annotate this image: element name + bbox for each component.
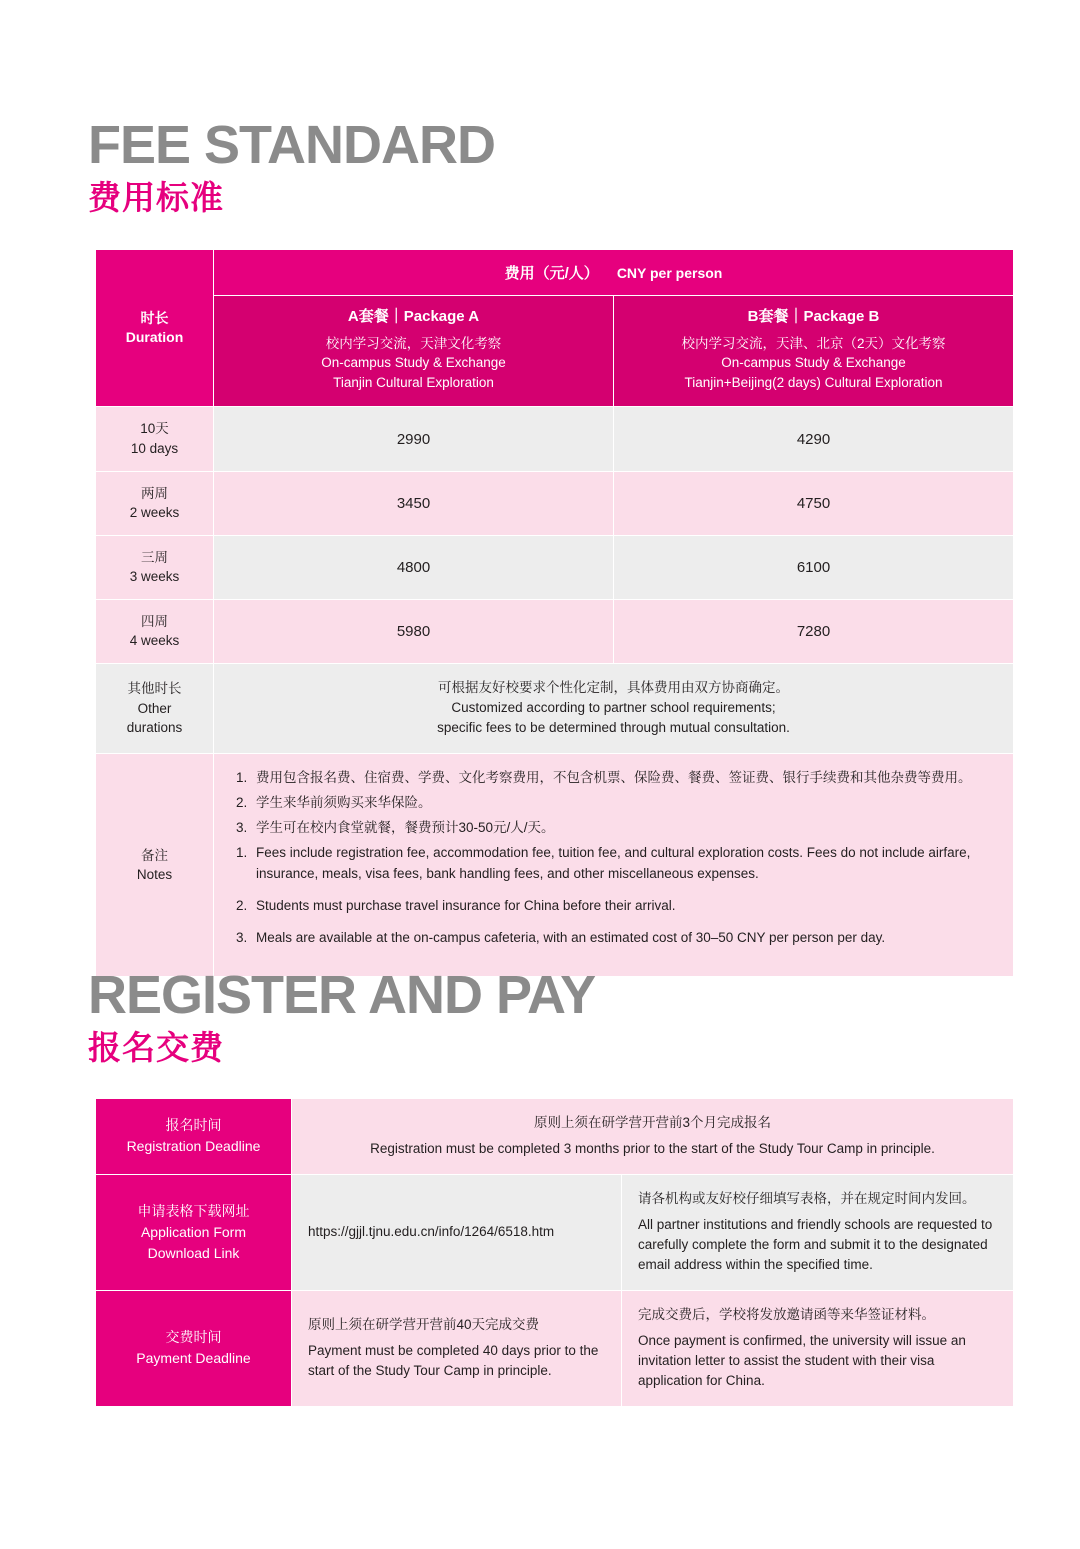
table-row xyxy=(96,1099,1014,1175)
payment-deadline-label xyxy=(96,1290,292,1406)
notes-list-en xyxy=(236,843,997,948)
table-row xyxy=(96,471,1014,535)
price-a-4weeks: 5980 xyxy=(214,599,614,663)
application-form-note-cell xyxy=(622,1174,1014,1290)
package-a-line-en2: Tianjin Cultural Exploration xyxy=(333,374,494,390)
duration-en: 2 weeks xyxy=(129,505,180,521)
duration-cn: 四周 xyxy=(141,613,168,629)
duration-cn: 10天 xyxy=(140,421,169,437)
package-a-line-en1: On-campus Study & Exchange xyxy=(321,355,506,371)
application-form-label-cn: 申请表格下载网址 xyxy=(137,1202,250,1219)
duration-label-cn: 时长 xyxy=(140,310,169,327)
table-row xyxy=(96,1290,1014,1406)
note-number: 1. xyxy=(236,845,248,861)
other-duration-cn: 其他时长 xyxy=(127,680,182,696)
registration-deadline-label xyxy=(96,1099,292,1175)
list-item xyxy=(236,843,997,884)
other-duration-en2: durations xyxy=(126,720,183,736)
price-a-3weeks: 4800 xyxy=(214,535,614,599)
note-text-cn: 学生可在校内食堂就餐，餐费预计30-50元/人/天。 xyxy=(256,820,555,836)
package-b-line-cn: 校内学习交流，天津、北京（2天）文化考察 xyxy=(681,335,946,351)
price-b-4weeks: 7280 xyxy=(614,599,1014,663)
duration-header-cell xyxy=(96,250,214,407)
payment-deadline-content xyxy=(292,1290,622,1406)
price-a-10days: 2990 xyxy=(214,407,614,471)
registration-deadline-en: Registration must be completed 3 months prior to the start of the Study Tour Camp in principle. xyxy=(370,1141,935,1157)
package-a-line-cn: 校内学习交流，天津文化考察 xyxy=(325,335,502,351)
note-text-en: Meals are available at the on-campus cafeteria, with an estimated cost of 30–50 CNY per person per day. xyxy=(256,930,886,946)
registration-deadline-label-cn: 报名时间 xyxy=(165,1117,222,1134)
duration-cn: 三周 xyxy=(141,549,168,565)
fee-header-cell xyxy=(214,250,1014,296)
table-row xyxy=(96,1174,1014,1290)
note-text-en: Fees include registration fee, accommodation fee, tuition fee, and cultural exploration costs. Fees do not include airfare, insurance, meals, visa fees, bank handling fees, and other miscellaneous expenses. xyxy=(256,845,971,881)
table-row xyxy=(96,599,1014,663)
table-row xyxy=(96,407,1014,471)
application-form-label-en1: Application Form xyxy=(140,1223,247,1240)
list-item xyxy=(236,928,997,948)
payment-deadline-label-en: Payment Deadline xyxy=(136,1350,251,1366)
duration-cn: 两周 xyxy=(141,485,168,501)
duration-en: 4 weeks xyxy=(129,633,180,649)
note-number: 2. xyxy=(236,897,248,913)
payment-note-cell xyxy=(622,1290,1014,1406)
price-b-2weeks: 4750 xyxy=(614,471,1014,535)
duration-cell-other xyxy=(96,663,214,753)
duration-cell-4weeks xyxy=(96,599,214,663)
notes-list-cn xyxy=(236,768,997,839)
fee-standard-title-cn: 费用标准 xyxy=(88,179,224,216)
table-row xyxy=(96,753,1014,977)
note-text-en: Students must purchase travel insurance for China before their arrival. xyxy=(256,897,676,913)
register-and-pay-table xyxy=(95,1098,1014,1407)
custom-pricing-en2: specific fees to be determined through mutual consultation. xyxy=(437,720,790,736)
notes-content-cell xyxy=(214,753,1014,977)
custom-pricing-cn: 可根据友好校要求个性化定制，具体费用由双方协商确定。 xyxy=(438,679,789,695)
payment-note-en: Once payment is confirmed, the university will issue an invitation letter to assist the student with their visa application for China. xyxy=(638,1332,966,1389)
registration-deadline-content xyxy=(292,1099,1014,1175)
application-form-link[interactable]: https://gjjl.tjnu.edu.cn/info/1264/6518.htm xyxy=(308,1223,555,1239)
notes-label-en: Notes xyxy=(136,867,173,883)
note-number: 1. xyxy=(236,769,248,785)
table-row xyxy=(96,663,1014,753)
duration-label-en: Duration xyxy=(125,329,184,346)
duration-cell-10days xyxy=(96,407,214,471)
fee-standard-heading xyxy=(88,115,496,218)
application-form-url-cell xyxy=(292,1174,622,1290)
note-number: 2. xyxy=(236,794,248,810)
application-form-label-en2: Download Link xyxy=(147,1244,240,1261)
payment-deadline-en: Payment must be completed 40 days prior to the start of the Study Tour Camp in principle. xyxy=(308,1342,599,1379)
duration-cell-2weeks xyxy=(96,471,214,535)
duration-en: 10 days xyxy=(130,441,179,456)
application-form-note-cn: 请各机构或友好校仔细填写表格，并在规定时间内发回。 xyxy=(638,1190,976,1206)
table-row xyxy=(96,250,1014,296)
list-item xyxy=(236,768,997,788)
package-a-header xyxy=(214,296,614,407)
other-duration-en1: Other xyxy=(137,700,172,716)
note-number: 3. xyxy=(236,820,248,836)
custom-pricing-en1: Customized according to partner school requirements; xyxy=(451,700,776,716)
table-row xyxy=(96,535,1014,599)
note-number: 3. xyxy=(236,930,248,946)
registration-deadline-cn: 原则上须在研学营开营前3个月完成报名 xyxy=(533,1115,771,1130)
note-text-cn: 费用包含报名费、住宿费、学费、文化考察费用，不包含机票、保险费、餐费、签证费、银行手续费和其他杂费等费用。 xyxy=(256,769,972,785)
list-item xyxy=(236,818,997,838)
package-b-title: B套餐｜Package B xyxy=(747,308,880,325)
application-form-label xyxy=(96,1174,292,1290)
fee-header-cn: 费用（元/人） xyxy=(504,265,599,282)
list-item xyxy=(236,793,997,813)
fee-standard-table xyxy=(95,249,1014,977)
duration-en: 3 weeks xyxy=(129,569,180,585)
payment-note-cn: 完成交费后，学校将发放邀请函等来华签证材料。 xyxy=(638,1306,935,1322)
payment-deadline-cn: 原则上须在研学营开营前40天完成交费 xyxy=(308,1316,540,1332)
package-a-title: A套餐｜Package A xyxy=(347,308,480,325)
notes-label-cell xyxy=(96,753,214,977)
register-title-cn: 报名交费 xyxy=(88,1029,224,1066)
table-row xyxy=(96,296,1014,407)
custom-pricing-cell xyxy=(214,663,1014,753)
price-b-3weeks: 6100 xyxy=(614,535,1014,599)
package-b-line-en1: On-campus Study & Exchange xyxy=(721,355,906,371)
fee-standard-title-en: FEE STANDARD xyxy=(88,115,496,175)
registration-deadline-label-en: Registration Deadline xyxy=(126,1138,261,1155)
package-b-header xyxy=(614,296,1014,407)
package-b-line-en2: Tianjin+Beijing(2 days) Cultural Exploration xyxy=(684,374,943,390)
payment-deadline-label-cn: 交费时间 xyxy=(165,1329,222,1345)
fee-header-en: CNY per person xyxy=(616,265,723,281)
application-form-note-en: All partner institutions and friendly schools are requested to carefully complete the form and submit it to the designated email address within the specified time. xyxy=(638,1216,993,1273)
price-a-2weeks: 3450 xyxy=(214,471,614,535)
note-text-cn: 学生来华前须购买来华保险。 xyxy=(256,794,432,810)
duration-cell-3weeks xyxy=(96,535,214,599)
register-title-en: REGISTER AND PAY xyxy=(88,965,596,1025)
notes-label-cn: 备注 xyxy=(141,847,168,863)
register-and-pay-heading xyxy=(88,965,596,1068)
price-b-10days: 4290 xyxy=(614,407,1014,471)
list-item xyxy=(236,896,997,916)
